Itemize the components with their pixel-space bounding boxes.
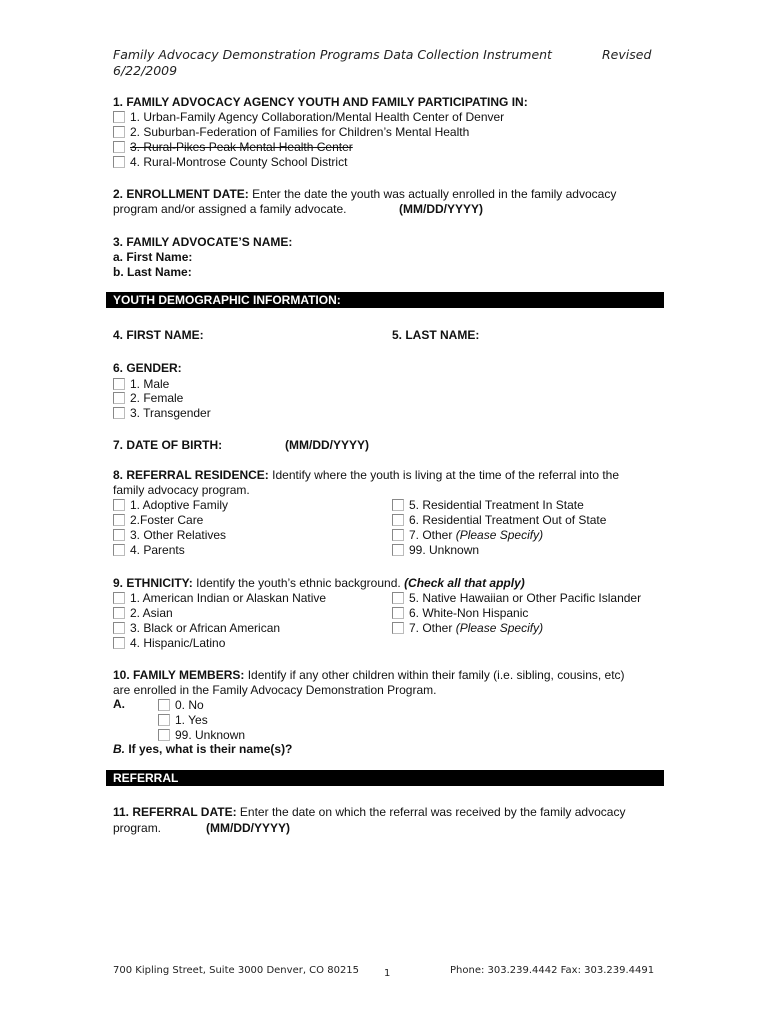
q9-label: 9. ETHNICITY: xyxy=(113,576,193,590)
q7-format: (MM/DD/YYYY) xyxy=(285,438,369,452)
q8-option-1[interactable]: 1. Adoptive Family xyxy=(113,497,228,512)
q9-option-6[interactable]: 6. White-Non Hispanic xyxy=(392,605,528,620)
checkbox[interactable] xyxy=(113,529,125,541)
q1-option-4[interactable]: 4. Rural-Montrose County School District xyxy=(113,154,347,169)
footer-phone: Phone: 303.239.4442 Fax: 303.239.4491 xyxy=(450,965,655,976)
checkbox[interactable] xyxy=(113,592,125,604)
q10-line-2: are enrolled in the Family Advocacy Demonstration Program. xyxy=(113,683,437,697)
q6-label: 6. GENDER: xyxy=(113,361,182,375)
checkbox[interactable] xyxy=(158,699,170,711)
q10-a-label: A. xyxy=(113,697,125,711)
q6-option-male[interactable]: 1. Male xyxy=(113,376,169,391)
checkbox[interactable] xyxy=(392,622,404,634)
q9-option-4[interactable]: 4. Hispanic/Latino xyxy=(113,635,225,650)
q10-line-1: 10. FAMILY MEMBERS: Identify if any other children within their family (i.e. sibling, cousins, etc) xyxy=(113,668,625,682)
q2-line-2: program and/or assigned a family advocate. xyxy=(113,202,347,216)
document-title: Family Advocacy Demonstration Programs Data Collection Instrument xyxy=(113,47,552,62)
q8-option-5[interactable]: 5. Residential Treatment In State xyxy=(392,497,584,512)
q8-line-1: 8. REFERRAL RESIDENCE: Identify where the youth is living at the time of the referral into the xyxy=(113,468,620,482)
q10-option-unknown[interactable]: 99. Unknown xyxy=(158,727,245,742)
q9-option-7[interactable]: 7. Other (Please Specify) xyxy=(392,620,543,635)
q2-label: 2. ENROLLMENT DATE: xyxy=(113,187,249,201)
q9-line-1: 9. ETHNICITY: Identify the youth’s ethnic background. (Check all that apply) xyxy=(113,576,525,590)
q6-option-transgender[interactable]: 3. Transgender xyxy=(113,405,211,420)
q2-format: (MM/DD/YYYY) xyxy=(399,202,483,216)
q9-option-2[interactable]: 2. Asian xyxy=(113,605,173,620)
q8-option-7[interactable]: 7. Other (Please Specify) xyxy=(392,527,543,542)
section-youth-demographic: YOUTH DEMOGRAPHIC INFORMATION: xyxy=(106,292,664,308)
q8-option-3[interactable]: 3. Other Relatives xyxy=(113,527,226,542)
q11-format: (MM/DD/YYYY) xyxy=(206,821,290,835)
q8-label: 8. REFERRAL RESIDENCE: xyxy=(113,468,269,482)
checkbox[interactable] xyxy=(113,378,125,390)
q6-option-female[interactable]: 2. Female xyxy=(113,390,183,405)
q8-line-2: family advocacy program. xyxy=(113,483,250,497)
checkbox[interactable] xyxy=(113,156,125,168)
checkbox[interactable] xyxy=(113,141,125,153)
checkbox[interactable] xyxy=(113,514,125,526)
q11-line-1: 11. REFERRAL DATE: Enter the date on which the referral was received by the family advocacy xyxy=(113,805,626,819)
q1-label: 1. FAMILY ADVOCACY AGENCY YOUTH AND FAMILY PARTICIPATING IN: xyxy=(113,95,528,109)
q8-option-4[interactable]: 4. Parents xyxy=(113,542,185,557)
q1-option-3[interactable]: 3. Rural-Pikes Peak Mental Health Center xyxy=(113,139,353,154)
checkbox[interactable] xyxy=(113,126,125,138)
q11-line-2: program. xyxy=(113,821,162,835)
q3-label: 3. FAMILY ADVOCATE’S NAME: xyxy=(113,235,293,249)
page-number: 1 xyxy=(384,968,391,979)
revised-date: 6/22/2009 xyxy=(113,63,178,78)
q1-option-2[interactable]: 2. Suburban-Federation of Families for Children’s Mental Health xyxy=(113,124,469,139)
q2-line-1: 2. ENROLLMENT DATE: Enter the date the youth was actually enrolled in the family advocacy xyxy=(113,187,617,201)
checkbox[interactable] xyxy=(113,111,125,123)
checkbox[interactable] xyxy=(113,407,125,419)
q4-first-name: 4. FIRST NAME: xyxy=(113,328,204,342)
q3-last-name: b. Last Name: xyxy=(113,265,192,279)
q1-option-1[interactable]: 1. Urban-Family Agency Collaboration/Mental Health Center of Denver xyxy=(113,109,504,124)
revised-label: Revised xyxy=(602,47,652,62)
checkbox[interactable] xyxy=(392,499,404,511)
checkbox[interactable] xyxy=(392,544,404,556)
q8-option-99[interactable]: 99. Unknown xyxy=(392,542,479,557)
q5-last-name: 5. LAST NAME: xyxy=(392,328,480,342)
checkbox[interactable] xyxy=(113,499,125,511)
q10-label: 10. FAMILY MEMBERS: xyxy=(113,668,245,682)
checkbox[interactable] xyxy=(113,392,125,404)
checkbox[interactable] xyxy=(392,592,404,604)
checkbox[interactable] xyxy=(158,714,170,726)
q3-first-name: a. First Name: xyxy=(113,250,193,264)
q7-label: 7. DATE OF BIRTH: xyxy=(113,438,223,452)
checkbox[interactable] xyxy=(113,607,125,619)
q10-option-yes[interactable]: 1. Yes xyxy=(158,712,208,727)
section-referral: REFERRAL xyxy=(106,770,664,786)
q9-option-3[interactable]: 3. Black or African American xyxy=(113,620,280,635)
q11-label: 11. REFERRAL DATE: xyxy=(113,805,237,819)
checkbox[interactable] xyxy=(113,637,125,649)
q10-b-question: B. If yes, what is their name(s)? xyxy=(113,742,293,756)
q8-option-6[interactable]: 6. Residential Treatment Out of State xyxy=(392,512,606,527)
checkbox[interactable] xyxy=(158,729,170,741)
footer-address: 700 Kipling Street, Suite 3000 Denver, CO 80215 xyxy=(113,965,360,976)
q9-option-1[interactable]: 1. American Indian or Alaskan Native xyxy=(113,590,326,605)
q9-option-5[interactable]: 5. Native Hawaiian or Other Pacific Islander xyxy=(392,590,641,605)
checkbox[interactable] xyxy=(392,607,404,619)
q8-option-2[interactable]: 2.Foster Care xyxy=(113,512,203,527)
checkbox[interactable] xyxy=(392,514,404,526)
q10-option-no[interactable]: 0. No xyxy=(158,697,204,712)
checkbox[interactable] xyxy=(113,544,125,556)
checkbox[interactable] xyxy=(113,622,125,634)
checkbox[interactable] xyxy=(392,529,404,541)
